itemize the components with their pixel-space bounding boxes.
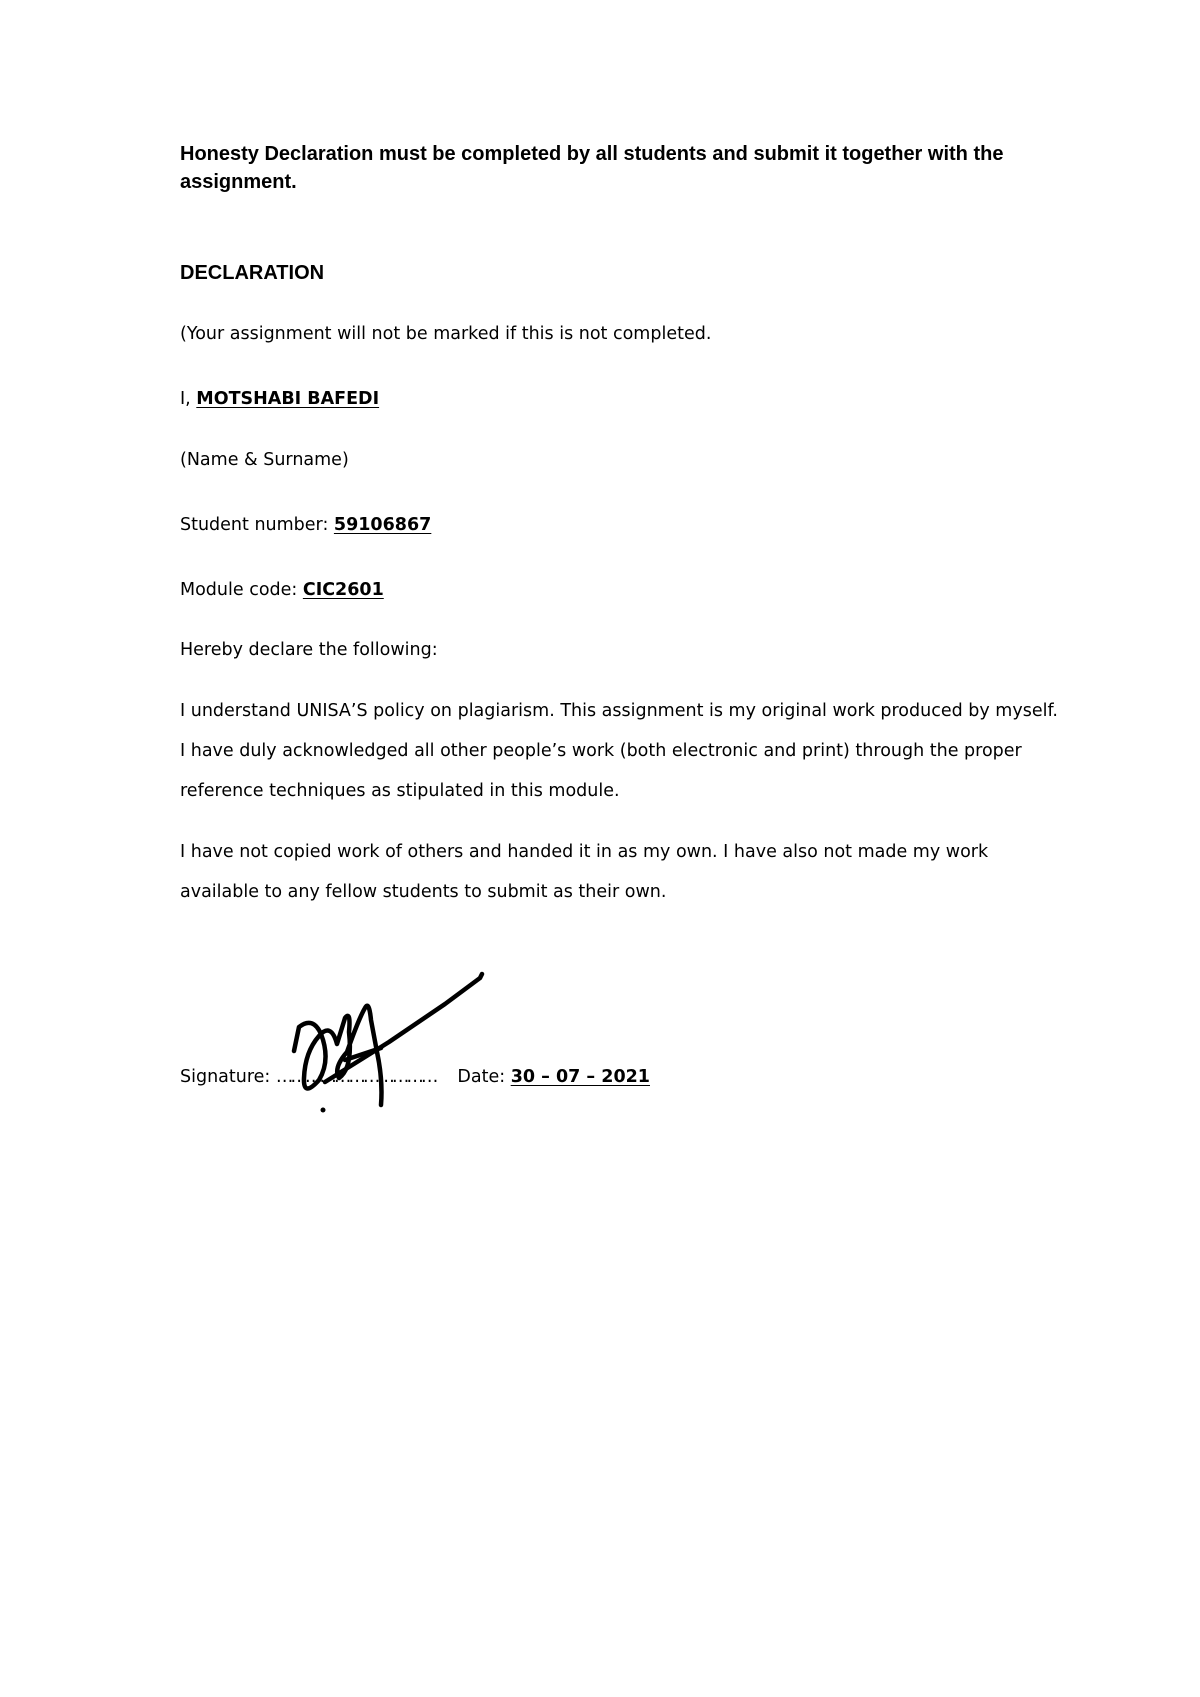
module-code-label: Module code: — [180, 580, 303, 600]
student-number-label: Student number: — [180, 515, 334, 535]
handwritten-signature — [285, 960, 495, 1115]
signature-dots: …………………………… — [275, 1067, 436, 1087]
completion-note: (Your assignment will not be marked if this is not completed. — [180, 324, 712, 344]
student-number-line — [180, 513, 431, 537]
paragraph-1-line: I understand UNISA’S policy on plagiarism. This assignment is my original work produced by myself. — [180, 701, 1058, 721]
date-value: 30 – 07 – 2021 — [510, 1067, 650, 1087]
name-prefix: I, — [180, 389, 197, 409]
hereby-line: Hereby declare the following: — [180, 640, 438, 660]
module-code-line — [180, 578, 384, 602]
name-line — [180, 387, 379, 411]
paragraph-2-line: I have not copied work of others and handed it in as my own. I have also not made my work — [180, 842, 989, 862]
paragraph-2-line: available to any fellow students to submit as their own. — [180, 882, 667, 902]
student-name: MOTSHABI BAFEDI — [196, 389, 380, 409]
paragraph-1-line: I have duly acknowledged all other people’s work (both electronic and print) through the proper — [180, 741, 1022, 761]
declaration-title: DECLARATION — [180, 262, 325, 284]
signature-label: Signature: — [180, 1067, 276, 1087]
paragraph-1-line: reference techniques as stipulated in this module. — [180, 781, 620, 801]
name-caption: (Name & Surname) — [180, 450, 349, 470]
student-number-value: 59106867 — [333, 515, 432, 535]
date-label: Date: — [457, 1067, 511, 1087]
instruction-heading: Honesty Declaration must be completed by all students and submit it together with the assignment. — [180, 143, 1004, 193]
module-code-value: CIC2601 — [302, 580, 384, 600]
